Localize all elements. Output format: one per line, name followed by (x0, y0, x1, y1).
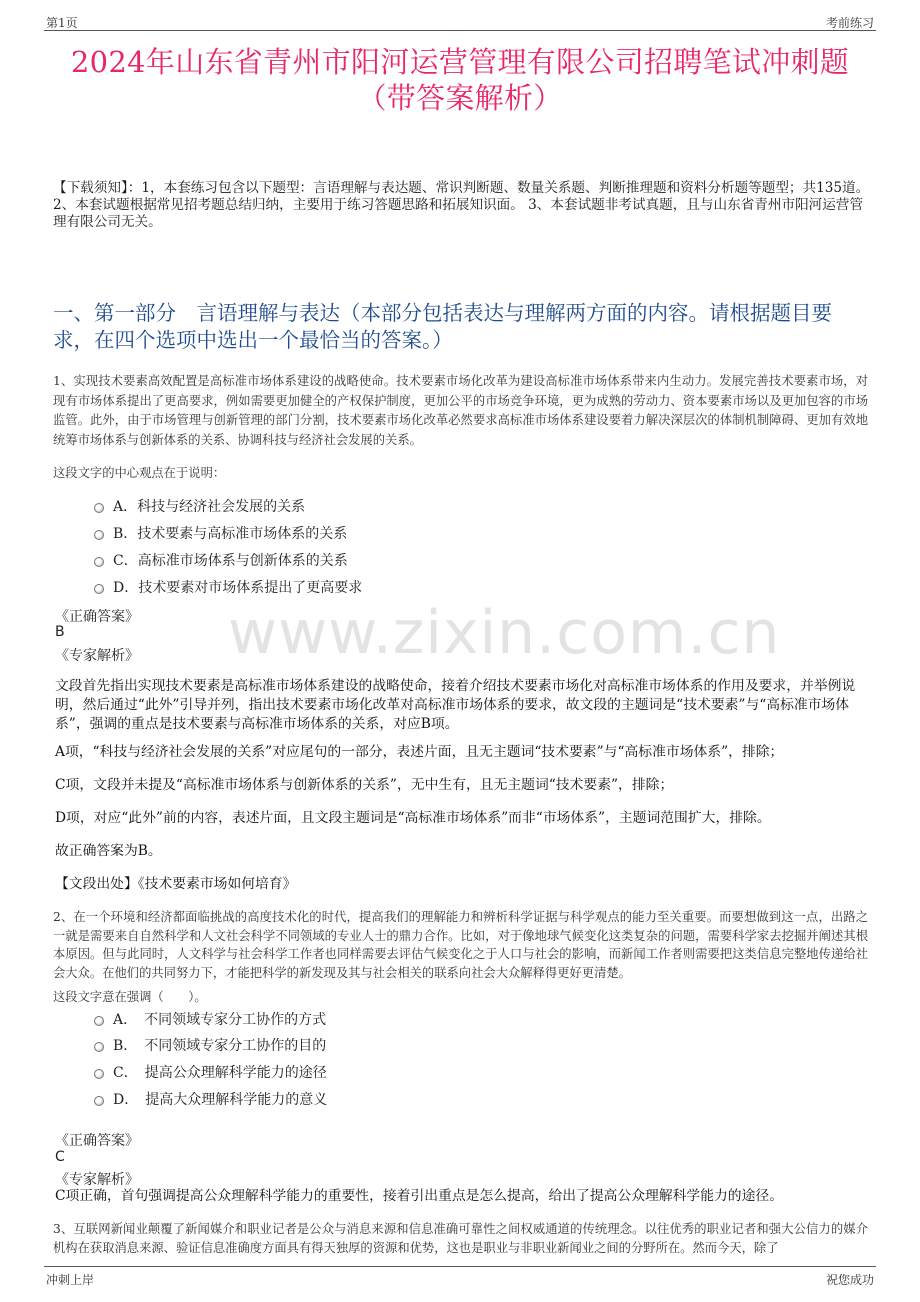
header-label: 考前练习 (825, 16, 874, 30)
footer-right: 祝您成功 (825, 1273, 874, 1287)
q2-option-c[interactable]: C． 提高公众理解科学能力的途径 (94, 1062, 327, 1082)
question-2-text: 2、在一个环境和经济都面临挑战的高度技术化的时代，提高我们的理解能力和辨析科学证据与科学观点的能力至关重要。而要想做到这一点，出路之一就是需要来自自然科学和人文社会科学不同领域的专业人士的鼎力合作。比如，对于像地球气候变化这类复杂的问题，需要科学家去挖掘并阐述其根本原因。但与此同时，人文科学与社会科学工作者也同样需要去评估气候变化之于人口与社会的影响，而新闻工作者则需要把这类信息完整地传递给社会大众。在他们的共同努力下，才能把科学的新发现及其与社会相关的联系向社会大众解释得更好更清楚。 (53, 910, 868, 980)
watermark: www.zixin.com.cn (228, 598, 781, 668)
q2-analysis: C项正确，首句强调提高公众理解科学能力的重要性，接着引出重点是怎么提高，给出了提高公众理解科学能力的途径。 (55, 1188, 783, 1204)
radio-icon[interactable] (94, 584, 104, 594)
q1-option-a[interactable]: A．科技与经济社会发展的关系 (94, 496, 305, 516)
page-header (44, 12, 876, 32)
section-heading: 一、第一部分 言语理解与表达（本部分包括表达与理解两方面的内容。请根据题目要求，在四个选项中选出一个最恰当的答案。） (53, 301, 832, 352)
q2-answer: C (55, 1149, 65, 1165)
q1-option-b[interactable]: B．技术要素与高标准市场体系的关系 (94, 523, 347, 543)
q1-answer-label: 《正确答案》 (55, 609, 139, 625)
page-footer (46, 1271, 874, 1288)
title-line-1: 2024年山东省青州市阳河运营管理有限公司招聘笔试冲刺题 (70, 45, 850, 79)
q1-analysis-a: A项，“科技与经济社会发展的关系”对应尾句的一部分，表述片面，且无主题词“技术要素”与“高标准市场体系”，排除； (55, 744, 784, 760)
title-line-2: （带答案解析） (357, 81, 563, 115)
footer-left: 冲刺上岸 (46, 1273, 95, 1287)
question-1-text: 1、实现技术要素高效配置是高标准市场体系建设的战略使命。技术要素市场化改革为建设高标准市场体系带来内生动力。发展完善技术要素市场，对现有市场体系提出了更高要求，例如需要更加健全的产权保护制度，更加公平的市场竞争环境，更为成熟的劳动力、资本要素市场以及更加包容的市场监管。此外，由于市场管理与创新管理的部门分割，技术要素市场化改革必然要求高标准市场体系建设要着力解决深层次的体制机制障碍、更加有效地统筹市场体系与创新体系的关系、协调科技与经济社会发展的关系。 (53, 374, 868, 447)
radio-icon[interactable] (94, 503, 104, 513)
q1-analysis-d: D项，对应“此外”前的内容，表述片面，且文段主题词是“高标准市场体系”而非“市场体系”，主题词范围扩大，排除。 (55, 810, 771, 826)
q2-answer-label: 《正确答案》 (55, 1133, 139, 1149)
q1-analysis-label: 《专家解析》 (55, 648, 139, 664)
q2-analysis-label: 《专家解析》 (55, 1172, 139, 1188)
q1-analysis-conclusion: 故正确答案为B。 (55, 843, 162, 859)
radio-icon[interactable] (94, 557, 104, 567)
q1-analysis-paragraph: 文段首先指出实现技术要素是高标准市场体系建设的战略使命，接着介绍技术要素市场化对高标准市场体系的作用及要求，并举例说明，然后通过“此外”引导并列，指出技术要素市场化改革对高标准市场体系的要求，故文段的主题词是“技术要素”与“高标准市场体系”，强调的重点是技术要素与高标准市场体系的关系，对应B项。 (55, 678, 856, 732)
radio-icon[interactable] (94, 1069, 104, 1079)
q1-option-c[interactable]: C．高标准市场体系与创新体系的关系 (94, 550, 348, 570)
q2-option-b[interactable]: B． 不同领域专家分工协作的目的 (94, 1035, 326, 1055)
q2-option-a[interactable]: A． 不同领域专家分工协作的方式 (94, 1009, 326, 1029)
radio-icon[interactable] (94, 530, 104, 540)
page-number: 第1页 (46, 16, 78, 30)
q2-option-d[interactable]: D． 提高大众理解科学能力的意义 (94, 1089, 327, 1109)
radio-icon[interactable] (94, 1042, 104, 1052)
q1-analysis-c: C项，文段并未提及“高标准市场体系与创新体系的关系”，无中生有，且无主题词“技术要素”，排除； (55, 777, 674, 793)
radio-icon[interactable] (94, 1096, 104, 1106)
q1-source: 【文段出处】《技术要素市场如何培育》 (55, 876, 297, 892)
document-title (40, 44, 880, 116)
header-divider (44, 30, 876, 31)
q1-option-d[interactable]: D．技术要素对市场体系提出了更高要求 (94, 577, 362, 597)
question-3-text: 3、互联网新闻业颠覆了新闻媒介和职业记者是公众与消息来源和信息准确可靠性之间权威通道的传统理念。以往优秀的职业记者和强大公信力的媒介机构在获取消息来源、验证信息准确度方面具有得天独厚的资源和优势，这也是职业与非职业新闻业之间的分野所在。然而今天，除了 (53, 1222, 868, 1255)
question-2-prompt: 这段文字意在强调（ ）。 (53, 990, 207, 1004)
question-1-prompt: 这段文字的中心观点在于说明： (53, 466, 226, 480)
footer-divider (44, 1266, 876, 1267)
radio-icon[interactable] (94, 1016, 104, 1026)
q1-answer: B (55, 624, 65, 640)
download-notice: 【下载须知】：1，本套练习包含以下题型：言语理解与表达题、常识判断题、数量关系题、判断推理题和资料分析题等题型；共135道。 2、本套试题根据常见招考题总结归纳，主要用于练习答题思路和拓展知识面。 3、本套试题非考试真题，且与山东省青州市阳河运营管理有限公司无关。 (53, 180, 870, 230)
